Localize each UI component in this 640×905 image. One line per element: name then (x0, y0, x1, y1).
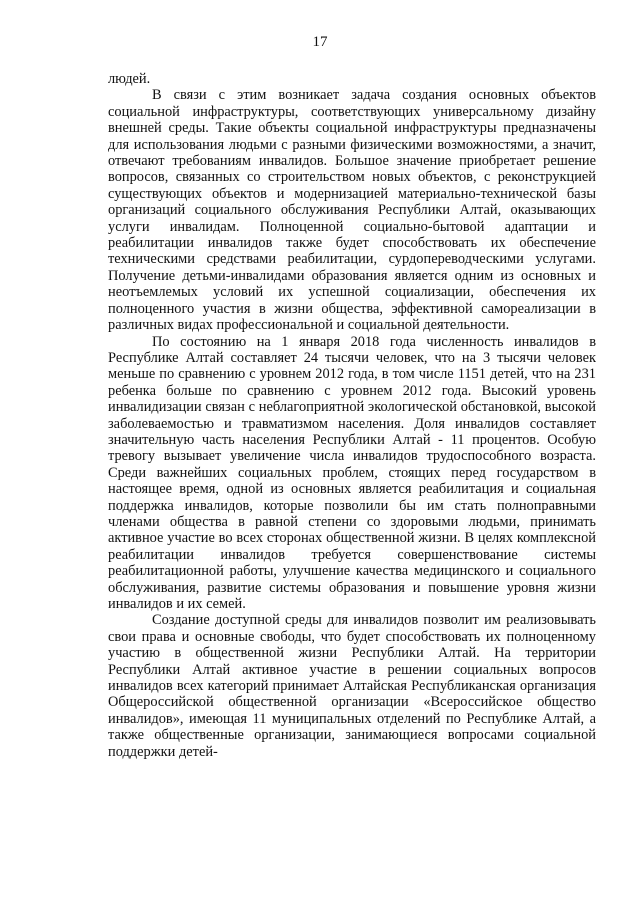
page-number: 17 (312, 34, 328, 50)
paragraph: В связи с этим возникает задача создания основных объектов социальной инфраструктуры, соответствующих универсальному дизайну внешней среды. Такие объекты социальной инфраструктуры предназначены для использования людьми с разными физическими возможностями, а значит, отвечают требованиям инвалидов. Большое значение приобретает решение вопросов, связанных со строительством новых объектов, с реконструкцией существующих объектов и модернизацией материально-технической базы организаций социального обслуживания Республики Алтай, оказывающих услуги инвалидам. Полноценной социально-бытовой адаптации и реабилитации инвалидов также будет способствовать их обеспечение техническими средствами реабилитации, сурдопереводческими услугами. Получение детьми-инвалидами образования является одним из основных и неотъемлемых условий их успешной социализации, обеспечения их полноценного участия в жизни общества, эффективной самореализации в различных видах профессиональной и социальной деятельности. (108, 87, 596, 334)
paragraph: По состоянию на 1 января 2018 года численность инвалидов в Республике Алтай составляет 24 тысячи человек, что на 3 тысячи человек меньше по сравнению с уровнем 2012 года, в том числе 1151 детей, что на 231 ребенка больше по сравнению с уровнем 2012 года. Высокий уровень инвалидизации связан с неблагоприятной экологической обстановкой, высокой заболеваемостью и травматизмом населения. Доля инвалидов составляет значительную часть населения Республики Алтай - 11 процентов. Особую тревогу вызывает увеличение числа инвалидов трудоспособного возраста. Среди важнейших социальных проблем, стоящих перед государством в настоящее время, одной из основных является реабилитация и социальная поддержка инвалидов, которые позволили бы им стать полноправными членами общества в равной степени со здоровыми людьми, принимать активное участие во всех сторонах общественной жизни. В целях комплексной реабилитации инвалидов требуется совершенствование системы реабилитационной работы, улучшение качества медицинского и социального обслуживания, развитие системы образования и повышение уровня жизни инвалидов и их семей. (108, 333, 596, 612)
document-body (108, 71, 596, 760)
paragraph: людей. (108, 71, 151, 87)
paragraph: Создание доступной среды для инвалидов позволит им реализовывать свои права и основные свободы, что будет способствовать их полноценному участию в общественной жизни Республики Алтай. На территории Республики Алтай активное участие в решении социальных вопросов инвалидов всех категорий принимает Алтайская Республиканская организация Общероссийской общественной организации «Всероссийское общество инвалидов», имеющая 11 муниципальных отделений по Республике Алтай, а также общественные организации, занимающиеся вопросами социальной поддержки детей- (108, 612, 596, 760)
